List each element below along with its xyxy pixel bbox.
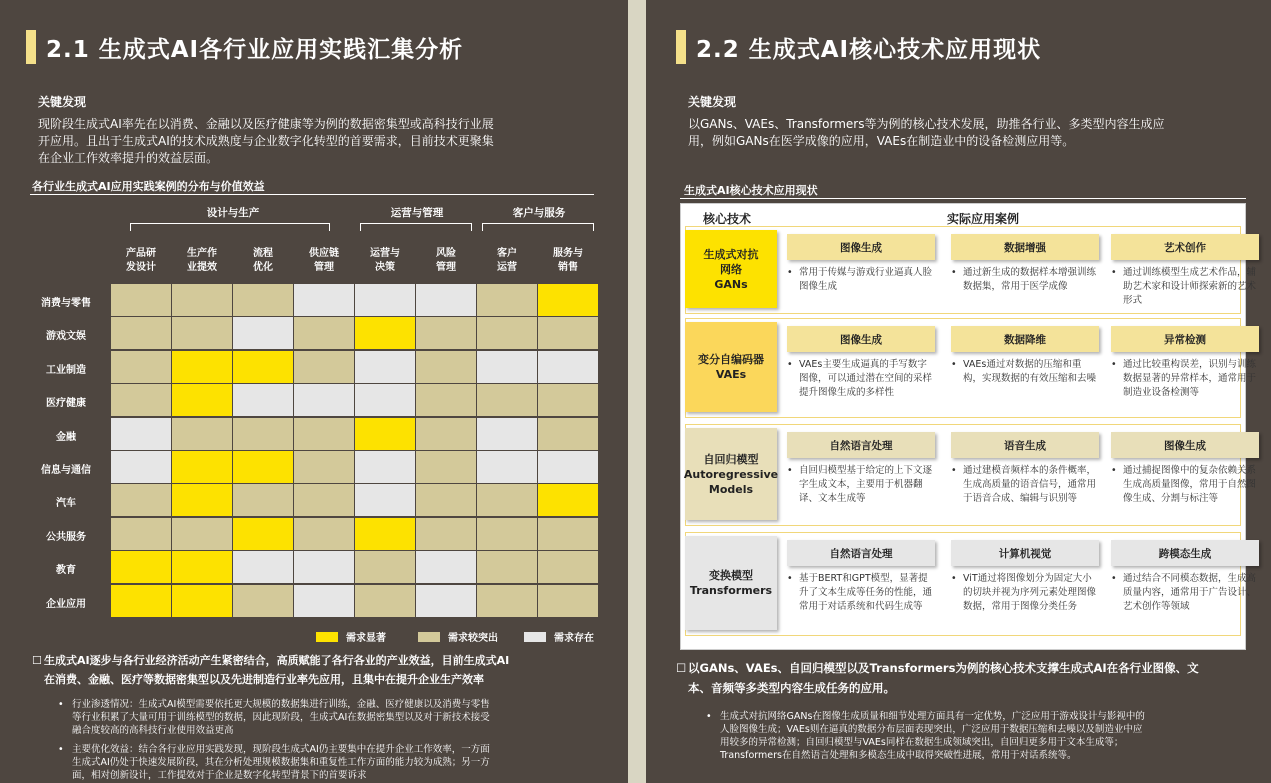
row-header: 信息与通信	[41, 465, 91, 476]
matrix-cell	[111, 284, 171, 316]
matrix-cell	[416, 418, 476, 450]
conclusion-text: 在消费、金融、医疗等数据密集型以及先进制造行业率先应用，且集中在提升企业生产效率	[44, 673, 484, 686]
left-title	[26, 30, 463, 64]
matrix-cell	[538, 317, 598, 349]
case-title: 图像生成	[1111, 432, 1259, 458]
title-accent-bar	[26, 30, 36, 64]
case-card	[787, 432, 935, 506]
matrix-cell	[538, 551, 598, 583]
tech-name: 生成式对抗 网络 GANs	[685, 230, 777, 308]
column-header: 生产作 业提效	[187, 248, 217, 273]
matrix-cell	[294, 518, 354, 550]
left-key-line: 开应用。且出于生成式AI的技术成熟度与企业数字化转型的首要需求，目前技术更聚集	[38, 134, 494, 148]
column-header: 客户 运营	[497, 248, 517, 273]
conclusion-text: 本、音频等多类型内容生成任务的应用。	[688, 681, 895, 695]
conclusion-line	[676, 658, 1258, 678]
case-description: • 通过训练模型生成艺术作品，辅助艺术家和设计师探索新的艺术形式	[1111, 266, 1259, 308]
checkbox-icon: ☐	[676, 661, 687, 675]
case-card	[787, 234, 935, 294]
case-title: 计算机视觉	[951, 540, 1099, 566]
right-page	[646, 0, 1271, 783]
matrix-cell	[355, 585, 415, 617]
right-key-label: 关键发现	[688, 95, 737, 109]
row-header: 游戏文娱	[46, 331, 86, 343]
matrix-cell	[233, 551, 293, 583]
matrix-cell	[233, 384, 293, 416]
case-title: 自然语言处理	[787, 540, 935, 566]
matrix-cell	[111, 551, 171, 583]
bullet-line: 用较多的异常检测；自回归模型与VAEs同样在数据生成领域突出，自回归更多用于文本生成等；	[720, 737, 1124, 748]
case-card	[1111, 326, 1259, 400]
legend-label: 需求存在	[554, 633, 594, 644]
case-description: • VAEs主要生成逼真的手写数字图像，可以通过潜在空间的采样提升图像生成的多样性	[787, 358, 935, 400]
matrix-cell	[416, 284, 476, 316]
right-title	[676, 30, 1041, 64]
matrix-cell	[538, 484, 598, 516]
matrix-cell	[172, 451, 232, 483]
matrix-cell	[111, 351, 171, 383]
case-description: • 通过捕捉图像中的复杂依赖关系生成高质量图像，常用于自然图像生成、分割与标注等	[1111, 464, 1259, 506]
matrix-cell	[111, 484, 171, 516]
matrix-cell	[172, 284, 232, 316]
case-card	[951, 432, 1099, 506]
matrix-cell	[355, 551, 415, 583]
row-header: 工业制造	[46, 364, 86, 376]
tech-name: 变换模型 Transformers	[685, 536, 777, 630]
bullet-line: 融合度较高的高科技行业使用效益更高	[72, 725, 234, 736]
matrix-cell	[416, 451, 476, 483]
matrix-cell	[477, 585, 537, 617]
case-description: • 通过建模音频样本的条件概率，生成高质量的语音信号，通常用于语音合成、编辑与识别等	[951, 464, 1099, 506]
matrix-cell	[172, 518, 232, 550]
matrix-cell	[416, 317, 476, 349]
matrix-cell	[538, 351, 598, 383]
tech-panel	[680, 203, 1257, 650]
row-header: 金融	[56, 431, 76, 443]
matrix-cell	[355, 518, 415, 550]
matrix-cell	[294, 384, 354, 416]
matrix-cell	[294, 551, 354, 583]
case-description: • 自回归模型基于给定的上下文逐字生成文本，主要用于机器翻译、文本生成等	[787, 464, 935, 506]
matrix-cell	[233, 585, 293, 617]
case-title: 图像生成	[787, 234, 935, 260]
case-description: • VAEs通过对数据的压缩和重构，实现数据的有效压缩和去噪	[951, 358, 1099, 386]
matrix-cell	[355, 451, 415, 483]
left-key-label: 关键发现	[38, 95, 87, 109]
left-key-text	[38, 116, 598, 167]
matrix-cell	[111, 384, 171, 416]
matrix-cell	[416, 585, 476, 617]
matrix-cell	[355, 351, 415, 383]
case-card	[951, 234, 1099, 294]
conclusion-text: 生成式AI逐步与各行业经济活动产生紧密结合，高质赋能了各行各业的产业效益，目前生成式AI	[44, 654, 510, 667]
left-bullet-1	[58, 698, 602, 737]
matrix-cell	[172, 484, 232, 516]
bullet-dot: •	[58, 744, 64, 755]
matrix-cell	[538, 384, 598, 416]
matrix-cell	[416, 551, 476, 583]
right-key-line: 以GANs、VAEs、Transformers等为例的核心技术发展，助推各行业、多类型内容生成应	[688, 117, 1165, 131]
section-divider	[680, 198, 1246, 199]
legend-high	[316, 629, 386, 644]
bullet-line: 面，相对创新设计，工作提效对于企业是数字化转型背景下的首要诉求	[72, 770, 367, 781]
right-key-text	[688, 116, 1248, 150]
matrix-cell	[172, 384, 232, 416]
bullet-dot: •	[706, 711, 712, 722]
bullet-line: 人脸图像生成；VAEs则在逼真的数据分布层面表现突出，广泛应用于数据压缩和去噪以及制造业中应	[720, 724, 1143, 735]
conclusion-text: 以GANs、VAEs、自回归模型以及Transformers为例的核心技术支撑生成式AI在各行业图像、文	[688, 661, 1199, 675]
bullet-dot: •	[58, 699, 64, 710]
group-operations: 运营与管理	[390, 207, 444, 219]
matrix-cell	[172, 551, 232, 583]
matrix-cell	[477, 518, 537, 550]
group-design-production: 设计与生产	[206, 207, 260, 219]
legend-swatch-high	[316, 632, 338, 642]
legend-swatch-mid	[418, 632, 440, 642]
matrix-cell	[477, 284, 537, 316]
matrix-cell	[538, 451, 598, 483]
group-bracket	[360, 223, 472, 231]
header-core-tech: 核心技术	[703, 212, 752, 226]
column-header: 流程 优化	[253, 248, 273, 273]
checkbox-icon: ☐	[32, 654, 42, 667]
column-header: 供应链 管理	[309, 248, 339, 273]
bullet-line: 主要优化效益：结合各行业应用实践发现，现阶段生成式AI仍主要集中在提升企业工作效率，一方面	[72, 744, 490, 755]
case-card	[951, 326, 1099, 386]
matrix-cell	[294, 451, 354, 483]
matrix-cell	[172, 585, 232, 617]
matrix-cell	[355, 317, 415, 349]
matrix-cell	[477, 484, 537, 516]
matrix-cell	[111, 418, 171, 450]
case-card	[787, 540, 935, 614]
row-header: 公共服务	[46, 531, 86, 543]
matrix-cell	[477, 551, 537, 583]
conclusion-line	[32, 651, 614, 670]
matrix-cell	[111, 518, 171, 550]
column-header: 服务与 销售	[553, 248, 583, 273]
tech-name: 自回归模型 Autoregressive Models	[685, 428, 777, 520]
row-header: 汽车	[56, 498, 76, 510]
matrix-cell	[477, 317, 537, 349]
case-description: • 通过比较重构误差，识别与训练数据显著的异常样本，通常用于制造业设备检测等	[1111, 358, 1259, 400]
matrix-cell	[477, 384, 537, 416]
header-cases: 实际应用案例	[947, 212, 1020, 226]
panel-title: 生成式AI核心技术应用现状	[684, 184, 818, 197]
case-title: 异常检测	[1111, 326, 1259, 352]
column-header: 风险 管理	[436, 248, 456, 273]
case-title: 语音生成	[951, 432, 1099, 458]
matrix-title: 各行业生成式AI应用实践案例的分布与价值效益	[32, 180, 265, 193]
matrix-cell	[294, 284, 354, 316]
legend-label: 需求显著	[346, 633, 386, 644]
case-card	[1111, 540, 1259, 614]
legend-low	[524, 629, 594, 644]
matrix-cell	[233, 518, 293, 550]
case-title: 图像生成	[787, 326, 935, 352]
column-header: 运营与 决策	[370, 248, 400, 273]
matrix-cell	[111, 585, 171, 617]
case-title: 数据增强	[951, 234, 1099, 260]
matrix-cell	[355, 418, 415, 450]
matrix-cell	[477, 451, 537, 483]
matrix-cell	[538, 284, 598, 316]
case-description: • ViT通过将图像划分为固定大小的切块并视为序列元素处理图像数据，常用于图像分类任务	[951, 572, 1099, 614]
bullet-line: 生成式对抗网络GANs在图像生成质量和细节处理方面具有一定优势，广泛应用于游戏设计与影视中的	[720, 711, 1145, 722]
matrix-cell	[294, 585, 354, 617]
case-card	[787, 326, 935, 400]
case-card	[1111, 234, 1259, 308]
right-title-text: 2.2 生成式AI核心技术应用现状	[696, 36, 1042, 63]
industry-matrix	[30, 197, 605, 637]
matrix-cell	[233, 284, 293, 316]
case-card	[1111, 432, 1259, 506]
left-bullet-2	[58, 743, 602, 782]
case-card	[951, 540, 1099, 614]
matrix-cell	[294, 351, 354, 383]
legend-swatch-low	[524, 632, 546, 642]
case-title: 数据降维	[951, 326, 1099, 352]
case-description: • 基于BERT和GPT模型，显著提升了文本生成等任务的性能，通常用于对话系统和代码生成等	[787, 572, 935, 614]
matrix-cell	[294, 317, 354, 349]
matrix-cell	[294, 484, 354, 516]
row-header: 医疗健康	[46, 398, 86, 410]
row-header: 企业应用	[46, 598, 86, 610]
legend-mid	[418, 629, 498, 644]
row-header: 教育	[56, 565, 76, 577]
left-title-text: 2.1 生成式AI各行业应用实践汇集分析	[46, 36, 464, 63]
row-header: 消费与零售	[41, 298, 91, 309]
right-conclusion	[676, 658, 1258, 698]
left-key-line: 现阶段生成式AI率先在以消费、金融以及医疗健康等为例的数据密集型或高科技行业展	[38, 117, 494, 131]
tech-name: 变分自编码器 VAEs	[685, 322, 777, 412]
left-conclusion	[32, 651, 614, 689]
matrix-cell	[477, 351, 537, 383]
case-description: • 常用于传媒与游戏行业逼真人脸图像生成	[787, 266, 935, 294]
section-divider	[30, 194, 594, 195]
matrix-cell	[111, 317, 171, 349]
case-title: 自然语言处理	[787, 432, 935, 458]
matrix-cell	[355, 284, 415, 316]
matrix-cell	[172, 418, 232, 450]
group-bracket	[130, 223, 330, 231]
right-key-line: 用，例如GANs在医学成像的应用，VAEs在制造业中的设备检测应用等。	[688, 134, 1075, 148]
matrix-cell	[538, 418, 598, 450]
bullet-line: Transformers在自然语言处理和多模态生成中取得突破性进展，常用于对话系统等。	[720, 750, 1077, 761]
case-title: 艺术创作	[1111, 234, 1259, 260]
matrix-cell	[416, 384, 476, 416]
matrix-cell	[233, 418, 293, 450]
left-page	[0, 0, 628, 783]
matrix-cell	[355, 484, 415, 516]
column-header: 产品研 发设计	[126, 248, 156, 273]
matrix-cell	[233, 484, 293, 516]
title-accent-bar	[676, 30, 686, 64]
matrix-cell	[538, 518, 598, 550]
group-customer-service: 客户与服务	[512, 207, 566, 219]
left-key-line: 在企业工作效率提升的效益层面。	[38, 151, 219, 165]
matrix-cell	[416, 518, 476, 550]
matrix-cell	[416, 484, 476, 516]
group-bracket	[482, 223, 594, 231]
legend-label: 需求较突出	[448, 633, 498, 644]
bullet-line: 等行业积累了大量可用于训练模型的数据，因此现阶段，生成式AI在数据密集型以及对于新技术接受	[72, 712, 490, 723]
matrix-cell	[233, 451, 293, 483]
right-bullet	[706, 710, 1250, 762]
matrix-cell	[233, 317, 293, 349]
case-description: • 通过新生成的数据样本增强训练数据集，常用于医学成像	[951, 266, 1099, 294]
bullet-line: 生成式AI仍处于快速发展阶段，其在分析处理规模数据集和重复性工作方面的能力较为成熟；另一方	[72, 757, 490, 768]
matrix-cell	[416, 351, 476, 383]
matrix-cell	[294, 418, 354, 450]
matrix-cell	[233, 351, 293, 383]
bullet-line: 行业渗透情况：生成式AI模型需要依托更大规模的数据集进行训练，金融、医疗健康以及消费与零售	[72, 699, 490, 710]
matrix-cell	[172, 317, 232, 349]
matrix-cell	[111, 451, 171, 483]
matrix-cell	[538, 585, 598, 617]
matrix-cell	[172, 351, 232, 383]
case-description: • 通过结合不同模态数据，生成高质量内容，通常用于广告设计、艺术创作等领域	[1111, 572, 1259, 614]
matrix-cell	[477, 418, 537, 450]
matrix-cell	[355, 384, 415, 416]
case-title: 跨模态生成	[1111, 540, 1259, 566]
